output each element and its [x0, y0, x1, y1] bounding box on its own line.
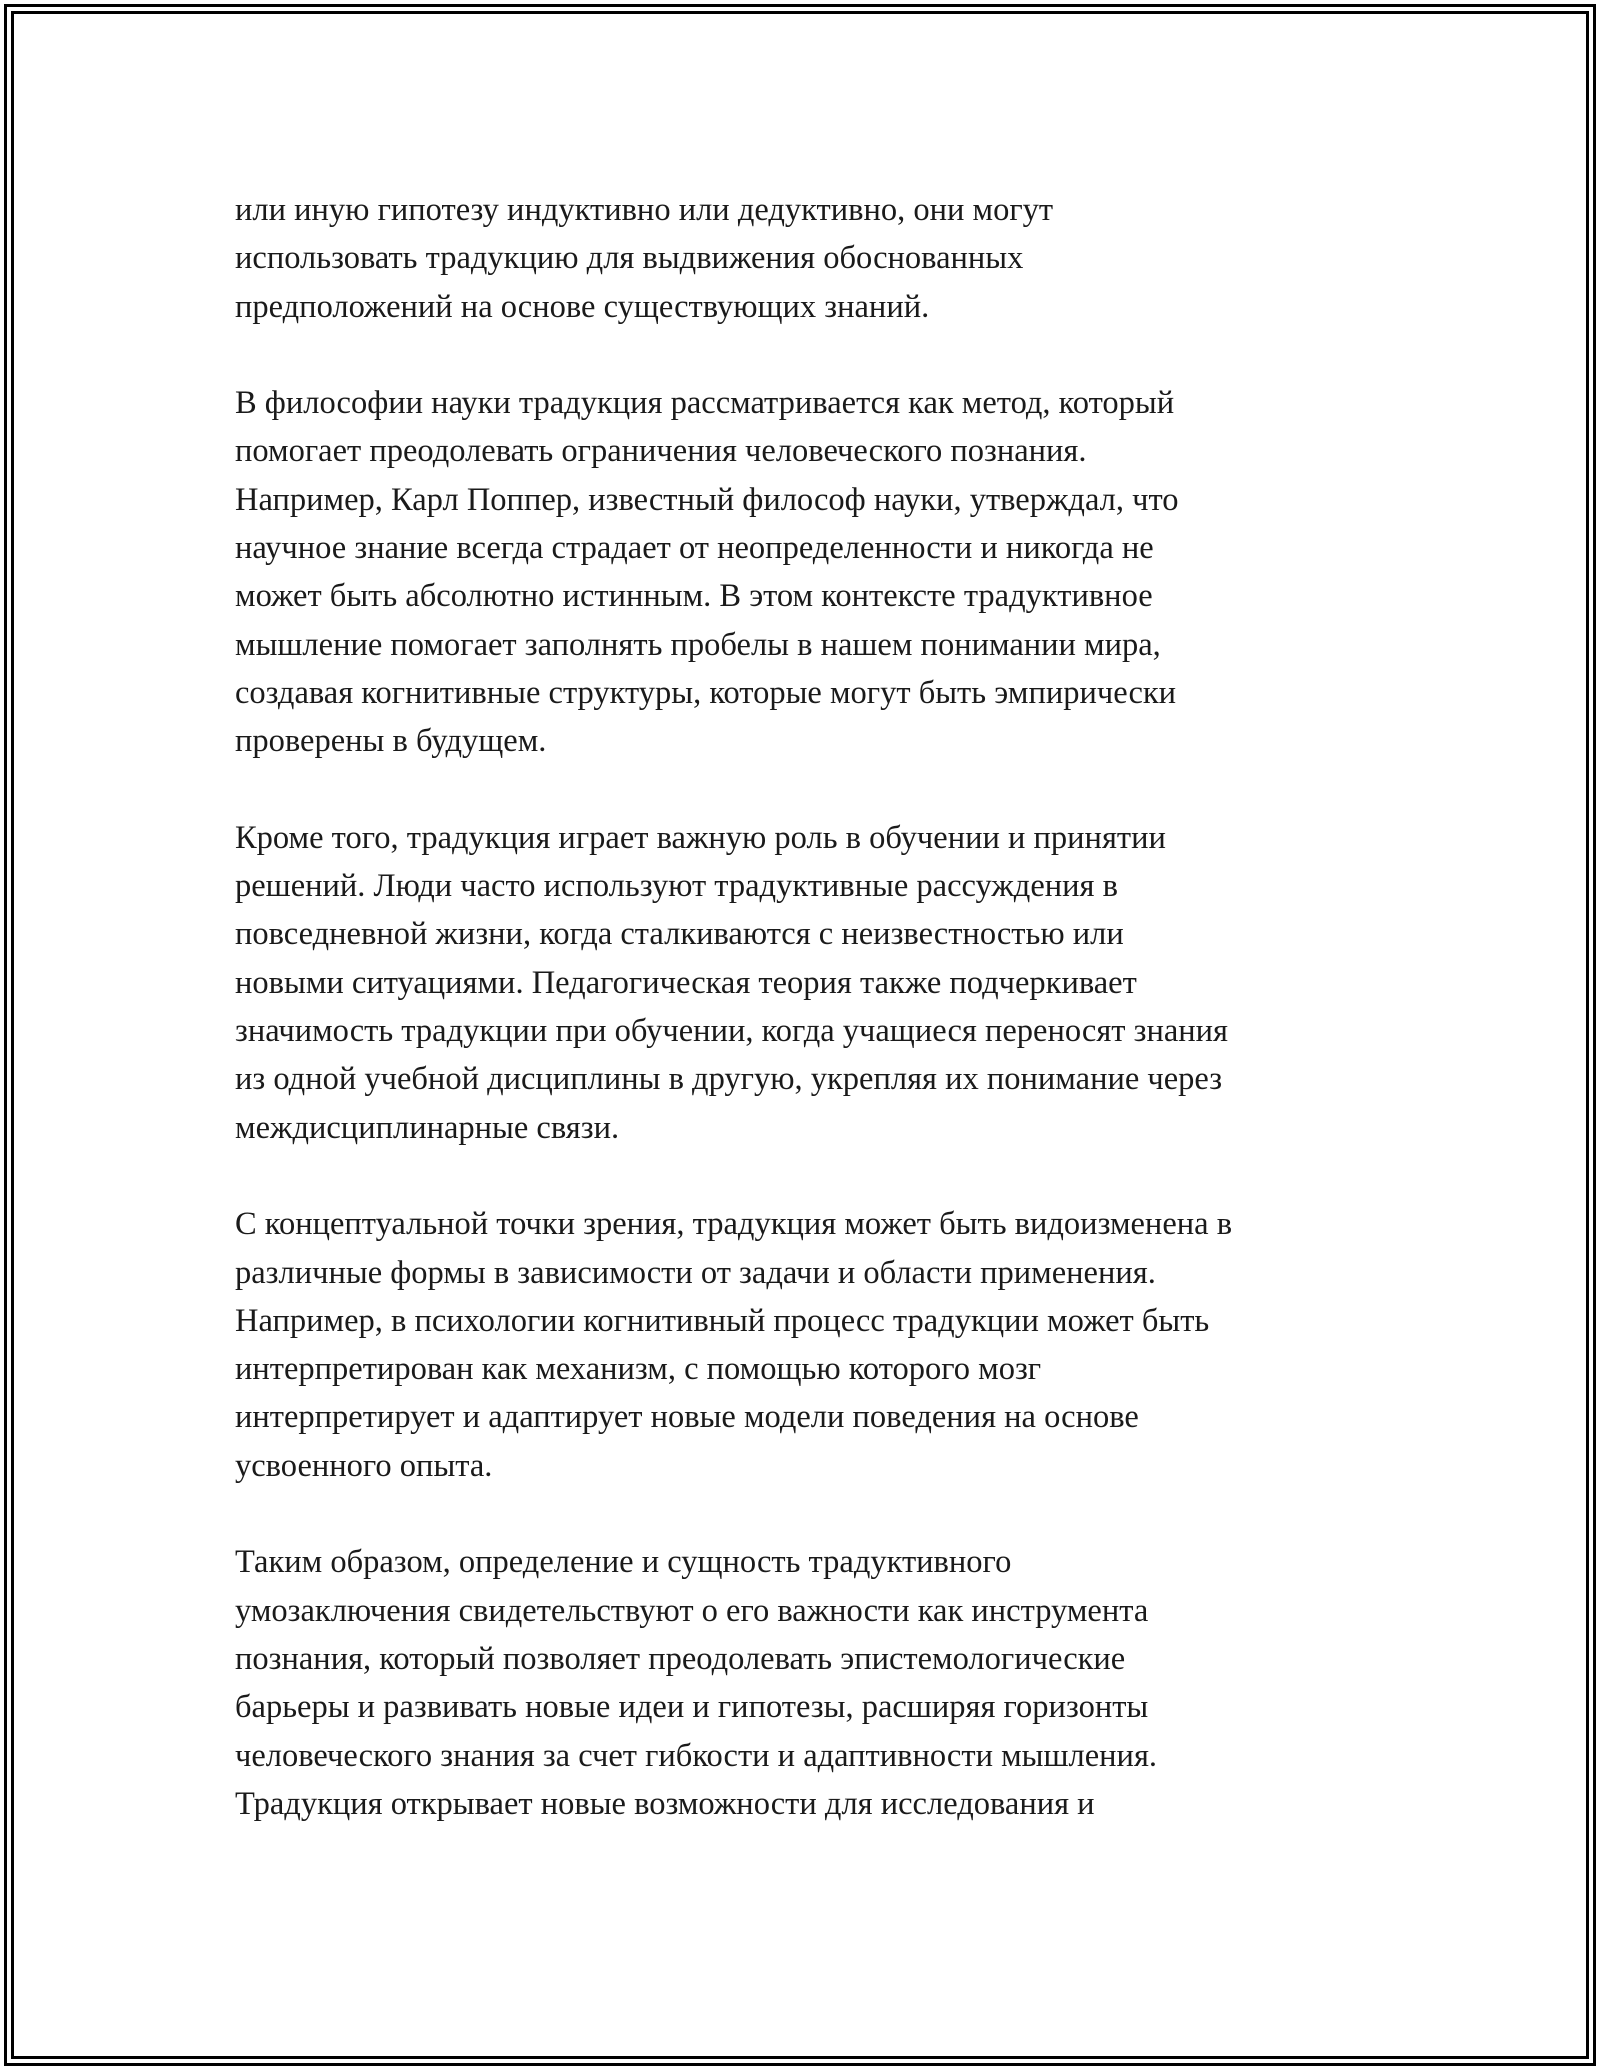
text-line: барьеры и развивать новые идеи и гипотезы, расширяя горизонты [235, 1689, 1149, 1726]
text-line: или иную гипотезу индуктивно или дедуктивно, они могут [235, 192, 1054, 228]
text-line: Традукция открывает новые возможности для исследования и [235, 1785, 1095, 1822]
paragraph-4 [235, 1200, 1415, 1490]
text-line: умозаключения свидетельствуют о его важности как инструмента [235, 1592, 1149, 1629]
text-line: создавая когнитивные структуры, которые могут быть эмпирически [235, 674, 1177, 711]
text-line: проверены в будущем. [235, 723, 547, 760]
text-line: научное знание всегда страдает от неопределенности и никогда не [235, 530, 1154, 567]
text-line: предположений на основе существующих знаний. [235, 288, 930, 325]
text-line: помогает преодолевать ограничения человеческого познания. [235, 433, 1087, 470]
text-line: из одной учебной дисциплины в другую, укрепляя их понимание через [235, 1061, 1223, 1098]
text-line: новыми ситуациями. Педагогическая теория также подчеркивает [235, 964, 1137, 1001]
text-line: мышление помогает заполнять пробелы в нашем понимании мира, [235, 626, 1161, 663]
text-line: значимость традукции при обучении, когда учащиеся переносят знания [235, 1013, 1228, 1050]
paragraph-3 [235, 814, 1415, 1152]
text-line: С концептуальной точки зрения, традукция может быть видоизменена в [235, 1206, 1233, 1243]
text-line: повседневной жизни, когда сталкиваются с неизвестностью или [235, 916, 1124, 953]
paragraph-5 [235, 1538, 1415, 1828]
text-line: междисциплинарные связи. [235, 1109, 620, 1146]
text-line: решений. Люди часто используют традуктивные рассуждения в [235, 868, 1118, 905]
text-line: усвоенного опыта. [235, 1447, 493, 1484]
text-line: Таким образом, определение и сущность традуктивного [235, 1544, 1012, 1581]
text-line: человеческого знания за счет гибкости и адаптивности мышления. [235, 1737, 1158, 1774]
text-line: В философии науки традукция рассматривается как метод, который [235, 385, 1175, 422]
text-line: познания, который позволяет преодолевать эпистемологические [235, 1640, 1126, 1677]
paragraph-2 [235, 379, 1415, 765]
text-line: интерпретирован как механизм, с помощью которого мозг [235, 1351, 1042, 1388]
text-line: Например, Карл Поппер, известный философ науки, утверждал, что [235, 481, 1179, 518]
paragraph-1 [235, 186, 1415, 331]
document-body [235, 186, 1415, 1828]
text-line: интерпретирует и адаптирует новые модели поведения на основе [235, 1399, 1139, 1436]
text-line: может быть абсолютно истинным. В этом контексте традуктивное [235, 578, 1153, 615]
text-line: Например, в психологии когнитивный процесс традукции может быть [235, 1302, 1210, 1339]
text-line: Кроме того, традукция играет важную роль в обучении и принятии [235, 819, 1166, 856]
text-line: использовать традукцию для выдвижения обоснованных [235, 240, 1024, 277]
text-line: различные формы в зависимости от задачи и области применения. [235, 1254, 1156, 1291]
